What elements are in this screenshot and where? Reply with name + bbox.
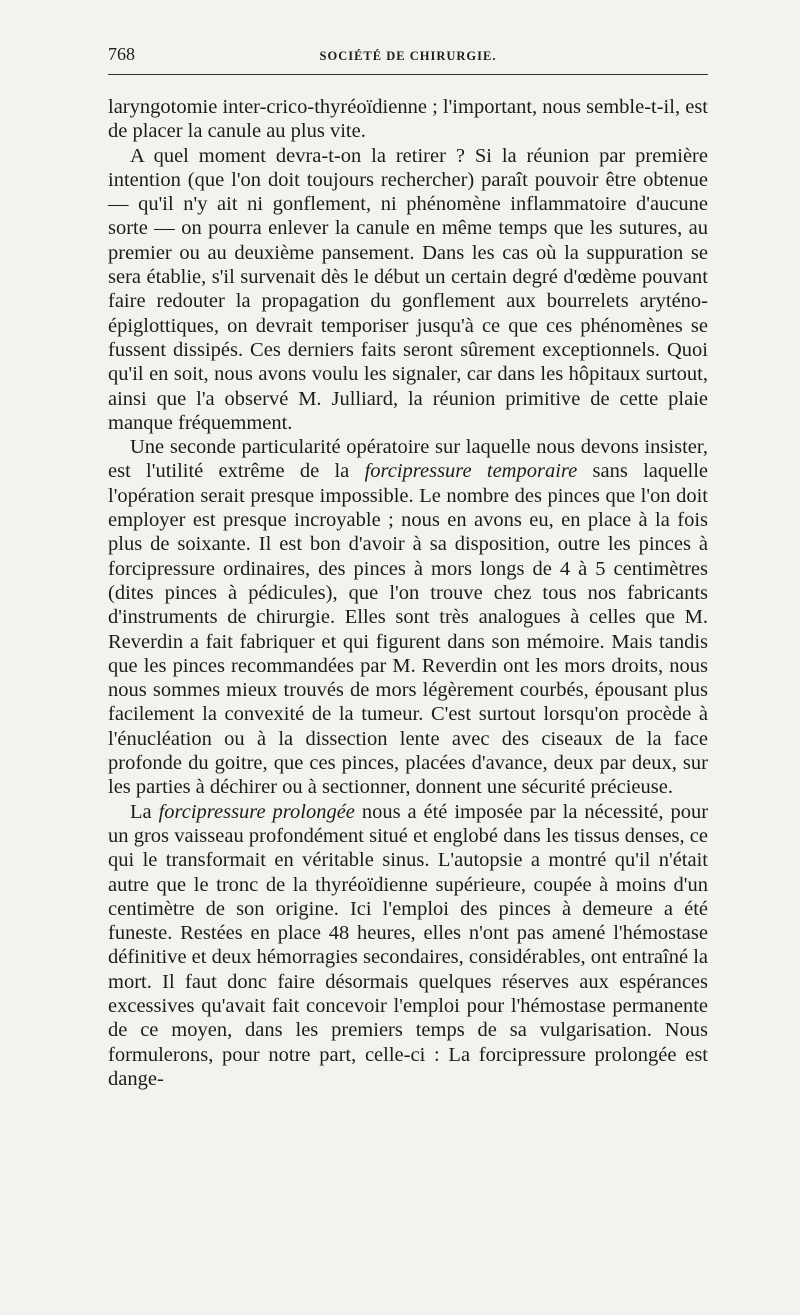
paragraph-1-text: laryngotomie inter-crico-thyréoïdienne ; l'important, nous semble-t-il, est de placer la canule au plus vite.: [108, 96, 708, 143]
body-text: [108, 95, 708, 1091]
paragraph-2: [108, 144, 708, 436]
paragraph-1: [108, 95, 708, 144]
paragraph-3: [108, 435, 708, 799]
book-page: [108, 40, 708, 1091]
page-number: 768: [108, 44, 135, 64]
italic-term-forcipressure-temporaire: forcipressure temporaire: [364, 460, 578, 483]
italic-term-forcipressure-prolongee: forcipressure prolongée: [158, 800, 355, 823]
paragraph-4-text-b: nous a été imposée par la nécessité, pour un gros vaisseau profondément situé et englobé dans les tissus denses, ce qui le transformait en véritable sinus. L'autopsie a montré qu'il n'était autre que le tronc de la thyréoïdienne supérieure, coupée à moins d'un centimètre de son origine. Ici l'emploi des pinces à demeure a été funeste. Restées en place 48 heures, elles n'ont pas amené l'hémostase définitive et deux hémorragies secondaires, considérables, ont entraîné la mort. Il faut donc faire désormais quelques réserves aux espérances excessives qu'avait fait concevoir l'emploi pour l'hémostase permanente de ce moyen, dans les premiers temps de sa vulgarisation. Nous formulerons, pour notre part, celle-ci : La forcipressure prolongée est dange-: [108, 800, 709, 1090]
paragraph-3-text-a: Une seconde particularité opératoire sur laquelle nous devons insister, est l'utilité extrême de la: [108, 436, 708, 483]
page-header: [108, 40, 708, 75]
running-head: SOCIÉTÉ DE CHIRURGIE.: [319, 49, 497, 63]
paragraph-2-text: A quel moment devra-t-on la retirer ? Si la réunion par première intention (que l'on doit toujours rechercher) paraît pouvoir être obtenue — qu'il n'y ait ni gonflement, ni phénomène inflammatoire d'aucune sorte — on pourra enlever la canule en même temps que les sutures, au premier ou au deuxième pansement. Dans les cas où la suppuration se sera établie, s'il survenait dès le début un certain degré d'œdème pouvant faire redouter la propagation du gonflement aux bourrelets aryténo-épiglottiques, on devrait temporiser jusqu'à ce que ces phénomènes se fussent dissipés. Ces derniers faits seront sûrement exceptionnels. Quoi qu'il en soit, nous avons voulu les signaler, car dans les hôpitaux surtout, ainsi que l'a observé M. Julliard, la réunion primitive de cette plaie manque fréquemment.: [108, 144, 708, 434]
paragraph-4-text-a: La: [130, 800, 159, 823]
paragraph-4: [108, 800, 708, 1092]
paragraph-3-text-b: sans laquelle l'opération serait presque impossible. Le nombre des pinces que l'on doit employer est presque incroyable ; nous en avons eu, en place à la fois plus de soixante. Il est bon d'avoir à sa disposition, outre les pinces à forcipressure ordinaires, des pinces à mors longs de 4 à 5 centimètres (dites pinces à pédicules), que l'on trouve chez tous nos fabricants d'instruments de chirurgie. Elles sont très analogues à celles que M. Reverdin a fait fabriquer et qui figurent dans son mémoire. Mais tandis que les pinces recommandées par M. Reverdin ont les mors droits, nous nous sommes mieux trouvés de mors légèrement courbés, épousant plus facilement la convexité de la tumeur. C'est surtout lorsqu'on procède à l'énucléation ou à la dissection lente avec des ciseaux de la face profonde du goitre, que ces pinces, placées d'avance, deux par deux, sur les parties à déchirer ou à sectionner, donnent une sécurité précieuse.: [108, 460, 708, 799]
